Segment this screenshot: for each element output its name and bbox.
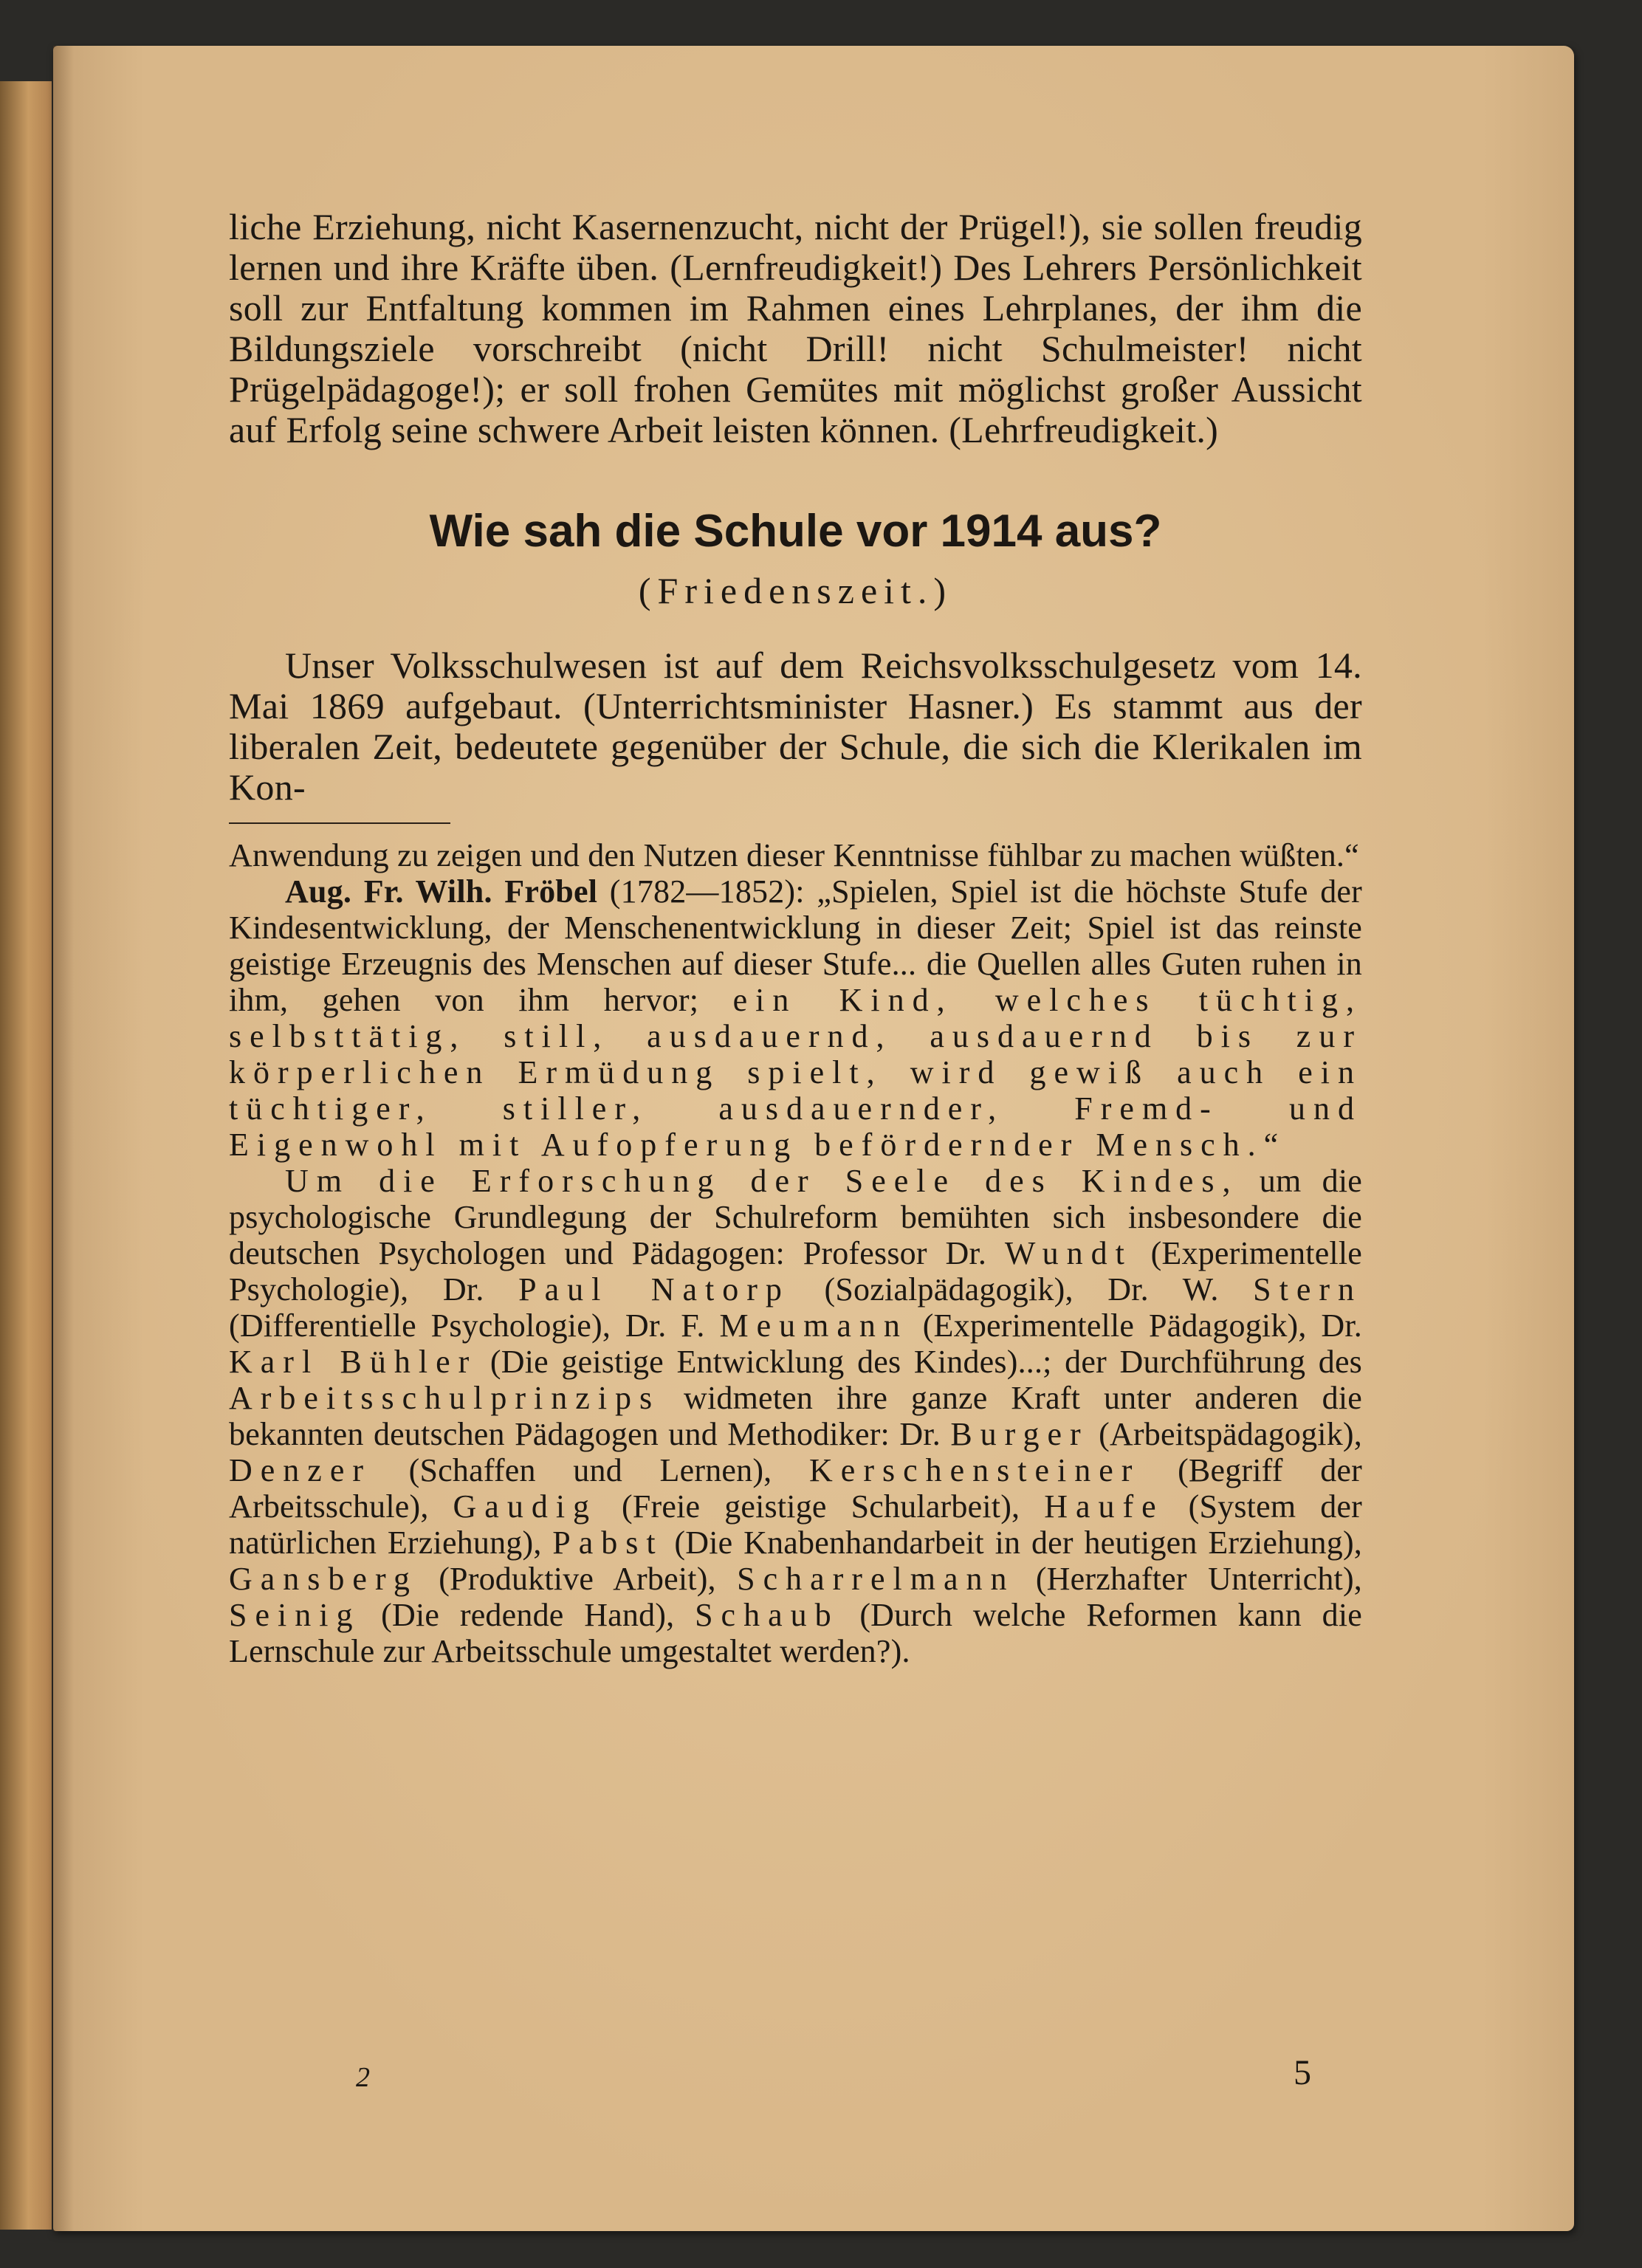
page-spine-shadow (53, 46, 74, 2231)
psychology-text: (Differentielle Psychologie), Dr. F. (229, 1307, 720, 1344)
psychology-text: um die psychologische Grundlegung der Schulreform bemühten sich insbesondere die deutschen Psychologen und Pädagogen: Professor Dr. (229, 1163, 1362, 1271)
psychology-text: (Die geistige Entwicklung des Kindes)...; der Durchführung des (477, 1344, 1362, 1380)
psychology-text: (System der natürlichen Erziehung), (229, 1488, 1362, 1561)
psychology-text: (Experimentelle Pädagogik), Dr. (907, 1307, 1362, 1344)
main-paragraph: Unser Volksschulwesen ist auf dem Reichsvolksschulgesetz vom 14. Mai 1869 aufgebaut. (Unterrichtsminister Hasner.) Es stammt aus der liberalen Zeit, bedeutete gegenüber der Schule, die sich die Klerikalen im Kon- (229, 645, 1362, 808)
name-stern: Stern (1253, 1271, 1363, 1307)
psychology-text: (Herzhafter Unterricht), (1014, 1561, 1362, 1597)
psychology-text: (Sozialpädagogik), Dr. W. (789, 1271, 1254, 1307)
froebel-spaced-quote: ein Kind, welches tüchtig, selbsttätig, still, ausdauernd, ausdauernd bis zur körperlichen Ermüdung spielt, wird gewiß auch ein tüchtiger, stiller, ausdauernder, Fremd- und Eigenwohl mit Aufopferung befördernder Mensch. (229, 982, 1362, 1163)
froebel-quote-end: “ (1263, 1127, 1279, 1163)
footnote-separator (229, 822, 450, 824)
psychology-text: (Die Knabenhandarbeit in der heutigen Erziehung), (663, 1525, 1362, 1561)
name-gansberg: Gansberg (229, 1561, 418, 1597)
name-seinig: Seinig (229, 1597, 361, 1633)
name-burger: Burger (950, 1416, 1089, 1452)
psychology-text: (Durch welche Reformen kann die Lernschule zur Arbeitsschule umgestaltet werden?). (229, 1597, 1362, 1669)
name-haufe: Haufe (1044, 1488, 1164, 1525)
name-scharrelmann: Scharrelmann (737, 1561, 1015, 1597)
signature-mark: 2 (356, 2062, 370, 2093)
footnote-psychology (229, 1163, 1362, 1669)
footnote-froebel (229, 873, 1362, 1163)
name-gaudig: Gaudig (453, 1488, 598, 1525)
name-kerschensteiner: Kerschensteiner (809, 1452, 1141, 1488)
name-wundt: Wundt (1004, 1235, 1133, 1271)
page-number: 5 (1294, 2053, 1311, 2092)
psychology-text: (Begriff der Arbeitsschule), (229, 1452, 1362, 1525)
psychology-text: widmeten ihre ganze Kraft unter anderen die bekannten deutschen Pädagogen und Methodiker: Dr. (229, 1380, 1362, 1452)
psychology-text: (Schaffen und Lernen), (371, 1452, 810, 1488)
intro-paragraph: liche Erziehung, nicht Kasernenzucht, nicht der Prügel!), sie sollen freudig lernen und ihre Kräfte üben. (Lernfreudigkeit!) Des Lehrers Persönlichkeit soll zur Entfaltung kommen im Rahmen eines Lehrplanes, der ihm die Bildungsziele vorschreibt (nicht Drill! nicht Schulmeister! nicht Prügelpädagoge!); er soll frohen Gemütes mit möglichst großer Aussicht auf Erfolg seine schwere Arbeit leisten können. (Lehrfreudigkeit.) (229, 206, 1362, 450)
psychology-text: (Arbeitspädagogik), (1088, 1416, 1362, 1452)
froebel-name: Aug. Fr. Wilh. Fröbel (285, 873, 598, 910)
name-pabst: Pabst (552, 1525, 664, 1561)
name-buehler: Karl Bühler (229, 1344, 478, 1380)
section-title: Wie sah die Schule vor 1914 aus? (429, 506, 1162, 557)
psychology-text: (Freie geistige Schularbeit), (597, 1488, 1045, 1525)
name-natorp: Paul Natorp (518, 1271, 790, 1307)
name-denzer: Denzer (229, 1452, 372, 1488)
page-content (229, 207, 1362, 1669)
psychology-text: (Produktive Arbeit), (417, 1561, 738, 1597)
arbeitsschulprinzip: Arbeitsschulprinzips (229, 1380, 661, 1416)
name-meumann: Meumann (719, 1307, 908, 1344)
previous-page-edge (0, 81, 52, 2230)
psychology-spaced-lead: Um die Erforschung der Seele des Kindes, (285, 1163, 1239, 1199)
psychology-text: (Die redende Hand), (360, 1597, 695, 1633)
section-subtitle: (Friedenszeit.) (638, 570, 953, 611)
name-schaub: Schaub (695, 1597, 839, 1633)
footnote-continuation: Anwendung zu zeigen und den Nutzen dieser Kenntnisse fühlbar zu machen wüßten.“ (229, 837, 1359, 873)
book-page (53, 46, 1574, 2231)
froebel-quote: (1782—1852): „Spielen, Spiel ist die höchste Stufe der Kindesentwicklung, der Menschenentwicklung in dieser Zeit; Spiel ist das reinste geistige Erzeugnis des Menschen auf dieser Stufe... die Quellen alles Guten ruhen in ihm, gehen von ihm hervor; (229, 873, 1362, 1018)
psychology-text: (Experimentelle Psychologie), Dr. (229, 1235, 1363, 1307)
